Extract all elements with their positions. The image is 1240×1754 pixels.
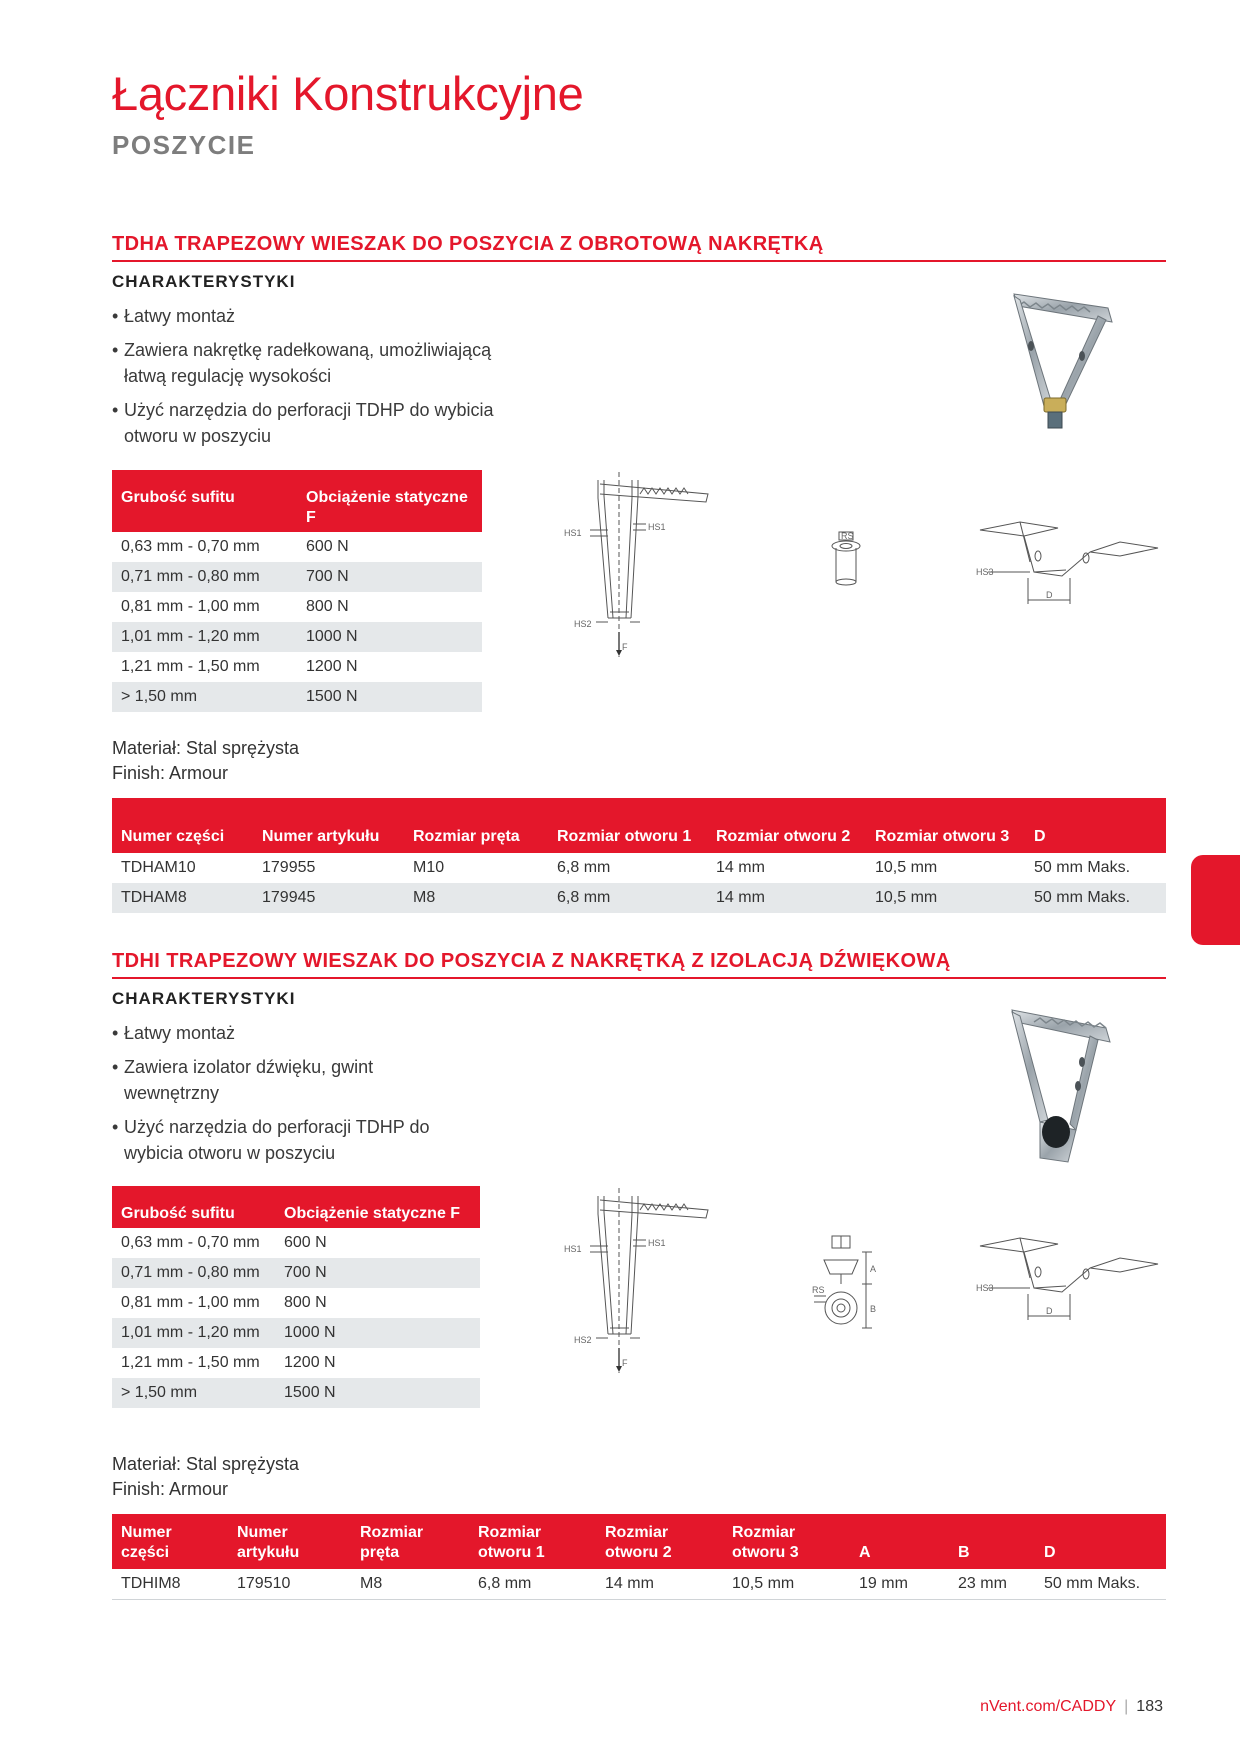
table-cell: M10 (413, 859, 445, 876)
table-cell: 1500 N (297, 682, 482, 712)
table-cell: 0,63 mm - 0,70 mm (121, 538, 260, 555)
feature-list (112, 303, 512, 457)
table-row (112, 682, 482, 712)
drawing-label: F (622, 642, 628, 652)
table-cell: 14 mm (707, 883, 866, 913)
table-cell: 10,5 mm (875, 859, 938, 876)
table-cell: TDHAM8 (112, 883, 253, 913)
footer-separator: | (1124, 1698, 1129, 1715)
section-divider (112, 260, 1166, 262)
table-cell: 600 N (306, 538, 349, 555)
tdhi-isolator-drawing (808, 1228, 888, 1348)
table-row (112, 652, 482, 682)
table-cell: 0,71 mm - 0,80 mm (112, 1258, 275, 1288)
table-cell: 800 N (284, 1294, 327, 1311)
drawing-label: RS (841, 531, 854, 541)
table-cell: 1000 N (297, 622, 482, 652)
table-cell: 14 mm (596, 1569, 723, 1599)
col-header: Rozmiar otworu 2 (596, 1514, 723, 1569)
table-row (112, 562, 482, 592)
table-cell: 1200 N (284, 1354, 336, 1371)
tdhi-product-photo (978, 1002, 1128, 1177)
table-row (112, 532, 482, 562)
table-row (112, 1348, 480, 1378)
drawing-label: B (870, 1304, 877, 1314)
table-cell: TDHIM8 (112, 1569, 228, 1599)
col-header: Rozmiar otworu 3 (723, 1514, 850, 1569)
table-cell: 0,63 mm - 0,70 mm (121, 1234, 260, 1251)
drawing-label: HS1 (564, 528, 582, 538)
table-row (112, 1228, 480, 1258)
page-footer (980, 1698, 1163, 1716)
table-cell: 1,21 mm - 1,50 mm (121, 1354, 260, 1371)
finish-text: Finish: Armour (112, 763, 229, 783)
table-cell: 1,01 mm - 1,20 mm (112, 622, 297, 652)
page-subtitle: POSZYCIE (112, 130, 256, 160)
col-header: Grubość sufitu (112, 1186, 275, 1228)
drawing-label: HS1 (648, 522, 666, 532)
table-row (112, 883, 1166, 913)
drawing-label: HS1 (648, 1238, 666, 1248)
section-title-tdhi: TDHI TRAPEZOWY WIESZAK DO POSZYCIA Z NAKRĘTKĄ Z IZOLACJĄ DŹWIĘKOWĄ (112, 950, 951, 972)
drawing-label: A (870, 1264, 877, 1274)
col-header: A (850, 1514, 949, 1569)
drawing-label: HS3 (976, 1283, 994, 1293)
material-text: Materiał: Stal sprężysta (112, 738, 300, 758)
col-header: Rozmiar pręta (404, 798, 548, 853)
table-cell: 23 mm (949, 1569, 1035, 1599)
parts-table-tdha (112, 798, 1166, 913)
page-title: Łączniki Konstrukcyjne (112, 67, 584, 120)
col-header: Numer artykułu (228, 1514, 351, 1569)
table-row (112, 1378, 480, 1408)
table-cell: 179510 (228, 1569, 351, 1599)
chapter-tab (1191, 855, 1240, 945)
table-cell: 14 mm (716, 859, 765, 876)
table-cell: 600 N (284, 1234, 327, 1251)
table-cell: M8 (404, 883, 548, 913)
drawing-label: F (622, 1358, 628, 1368)
col-header: Rozmiar otworu 2 (707, 798, 866, 853)
table-cell: 6,8 mm (469, 1569, 596, 1599)
drawing-label: HS3 (976, 567, 994, 577)
col-header: Numer części (112, 1514, 228, 1569)
feature-list (112, 1020, 442, 1174)
col-header: Rozmiar otworu 1 (548, 798, 707, 853)
table-cell: 1,01 mm - 1,20 mm (112, 1318, 275, 1348)
table-cell: 0,71 mm - 0,80 mm (112, 562, 297, 592)
table-cell: 1,21 mm - 1,50 mm (121, 658, 260, 675)
tdha-side-drawing (560, 472, 720, 672)
col-header: Rozmiar pręta (351, 1514, 469, 1569)
feature-item: • Użyć narzędzia do perforacji TDHP do wybicia otworu w poszyciu (112, 1114, 442, 1166)
table-row (112, 1258, 480, 1288)
table-row (112, 1569, 1166, 1599)
table-cell: 10,5 mm (866, 883, 1025, 913)
table-row (112, 622, 482, 652)
feature-item: • Łatwy montaż (112, 1020, 442, 1046)
col-header: Rozmiar otworu 1 (469, 1514, 596, 1569)
tdha-bracket-drawing (970, 512, 1170, 612)
table-cell: 6,8 mm (548, 883, 707, 913)
tdha-product-photo (978, 286, 1128, 456)
page-number: 183 (1136, 1698, 1163, 1715)
feature-item: • Łatwy montaż (112, 303, 512, 329)
table-cell: 19 mm (850, 1569, 949, 1599)
drawing-label: HS1 (564, 1244, 582, 1254)
col-header: Grubość sufitu (112, 470, 297, 532)
table-row (112, 592, 482, 622)
table-cell: 10,5 mm (723, 1569, 850, 1599)
col-header: D (1035, 1514, 1166, 1569)
table-cell: 700 N (297, 562, 482, 592)
tdha-nut-drawing (825, 526, 875, 596)
table-cell: 179955 (262, 859, 316, 876)
feature-item: • Zawiera izolator dźwięku, gwint wewnętrzny (112, 1054, 442, 1106)
drawing-label: RS (812, 1285, 825, 1295)
col-header: Obciążenie statyczne F (275, 1186, 480, 1228)
table-cell: 0,81 mm - 1,00 mm (121, 1294, 260, 1311)
tdhi-side-drawing (560, 1188, 720, 1388)
table-cell: 1500 N (275, 1378, 480, 1408)
table-cell: 6,8 mm (557, 859, 611, 876)
table-cell: 800 N (306, 598, 349, 615)
table-cell: 700 N (275, 1258, 480, 1288)
drawing-label: D (1046, 1306, 1053, 1316)
tdhi-bracket-drawing (970, 1228, 1170, 1328)
drawing-label: HS2 (574, 619, 592, 629)
table-row (112, 853, 1166, 883)
table-cell: 50 mm Maks. (1025, 883, 1166, 913)
col-header: Numer artykułu (253, 798, 404, 853)
load-table-tdha (112, 470, 482, 712)
finish-text: Finish: Armour (112, 1479, 229, 1499)
table-cell: 1200 N (306, 658, 358, 675)
parts-table-tdhi (112, 1514, 1166, 1600)
col-header: Numer części (112, 798, 253, 853)
characteristics-heading: CHARAKTERYSTYKI (112, 272, 296, 291)
table-cell: TDHAM10 (121, 859, 196, 876)
drawing-label: D (1046, 590, 1053, 600)
table-row (112, 1288, 480, 1318)
table-cell: > 1,50 mm (112, 1378, 275, 1408)
feature-item: • Użyć narzędzia do perforacji TDHP do wybicia otworu w poszyciu (112, 397, 512, 449)
table-cell: M8 (351, 1569, 469, 1599)
material-info (112, 1452, 299, 1502)
table-row (112, 1318, 480, 1348)
col-header: Obciążenie statyczne F (297, 470, 482, 532)
characteristics-heading: CHARAKTERYSTYKI (112, 989, 296, 1008)
col-header: Rozmiar otworu 3 (866, 798, 1025, 853)
table-cell: 179945 (253, 883, 404, 913)
material-text: Materiał: Stal sprężysta (112, 1454, 300, 1474)
col-header: D (1025, 798, 1166, 853)
drawing-label: HS2 (574, 1335, 592, 1345)
col-header: B (949, 1514, 1035, 1569)
table-cell: 0,81 mm - 1,00 mm (121, 598, 260, 615)
table-cell: > 1,50 mm (112, 682, 297, 712)
material-info (112, 736, 299, 786)
table-cell: 1000 N (275, 1318, 480, 1348)
footer-link[interactable]: nVent.com/CADDY (980, 1698, 1117, 1715)
load-table-tdhi (112, 1186, 480, 1408)
table-cell: 50 mm Maks. (1035, 1569, 1166, 1599)
section-title-tdha: TDHA TRAPEZOWY WIESZAK DO POSZYCIA Z OBROTOWĄ NAKRĘTKĄ (112, 233, 824, 255)
section-divider (112, 977, 1166, 979)
table-cell: 50 mm Maks. (1034, 859, 1131, 876)
feature-item: • Zawiera nakrętkę radełkowaną, umożliwiającą łatwą regulację wysokości (112, 337, 512, 389)
